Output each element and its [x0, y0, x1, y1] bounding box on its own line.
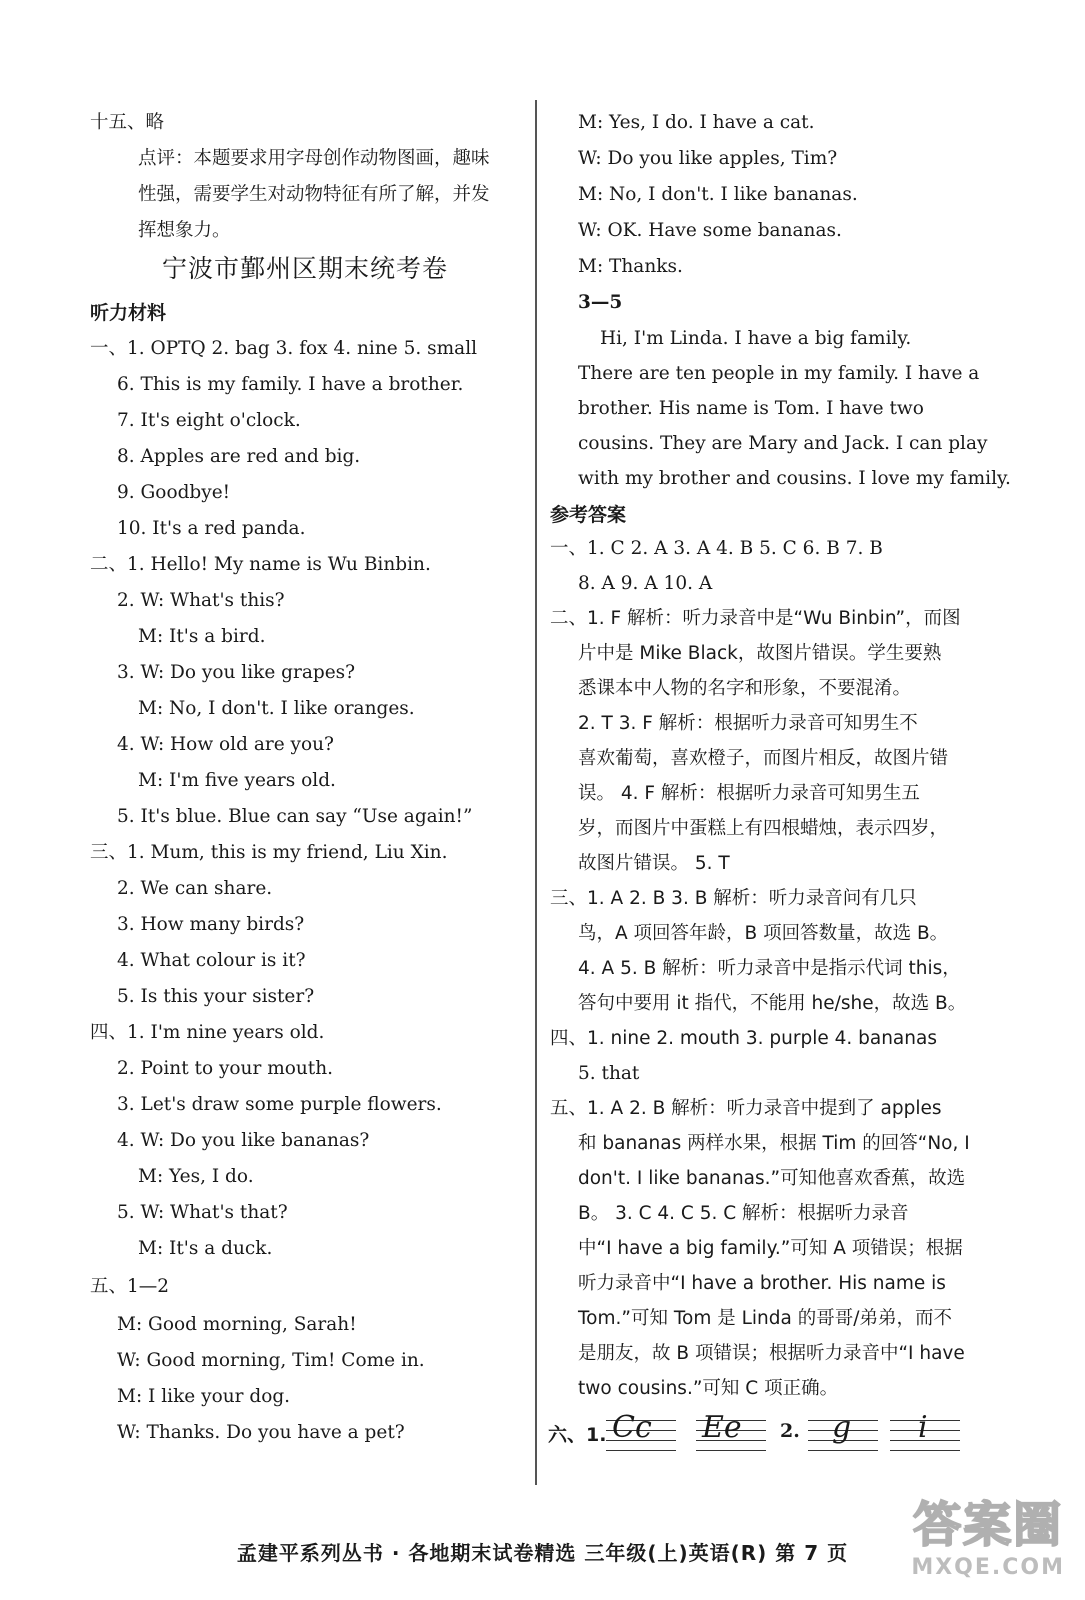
answer-line: 故图片错误。 5. T [578, 853, 730, 874]
dialog-line: W: Do you like apples, Tim? [578, 148, 838, 169]
listening-title: 听力材料 [90, 302, 167, 324]
listening-line: 三、1. Mum, this is my friend, Liu Xin. [90, 842, 448, 863]
watermark-url: MXQE.COM [911, 1555, 1065, 1580]
listening-line: 2. W: What's this? [117, 590, 285, 611]
listening-line: M: It's a duck. [138, 1238, 273, 1259]
listening-line: 2. Point to your mouth. [117, 1058, 334, 1079]
handwritten-letters: Ee [702, 1410, 742, 1445]
answer-line: 岁，而图片中蛋糕上有四根蜡烛，表示四岁， [578, 818, 949, 839]
listening-line: 10. It's a red panda. [117, 518, 306, 539]
dialog-line: M: No, I don't. I like bananas. [578, 184, 858, 205]
listening-line: 8. Apples are red and big. [117, 446, 361, 467]
answer-line: 一、1. C 2. A 3. A 4. B 5. C 6. B 7. B [550, 538, 883, 559]
listening-line: M: It's a bird. [138, 626, 266, 647]
listening-line: M: Yes, I do. [138, 1166, 254, 1187]
listening-line: 2. We can share. [117, 878, 273, 899]
listening-line: 9. Goodbye! [117, 482, 231, 503]
answer-line: 2. T 3. F 解析：根据听力录音可知男生不 [578, 713, 918, 734]
answer-line: 4. A 5. B 解析：听力录音中是指示代词 this， [578, 958, 961, 979]
item-15: 十五、略 [90, 112, 165, 133]
answer-line: 五、1. A 2. B 解析：听力录音中提到了 apples [550, 1098, 942, 1119]
comment-line-3: 挥想象力。 [138, 220, 231, 241]
listening-line: M: I like your dog. [117, 1386, 291, 1407]
listening-line: W: Thanks. Do you have a pet? [117, 1422, 405, 1443]
watermark-logo [911, 1486, 1065, 1580]
listening-line: 二、1. Hello! My name is Wu Binbin. [90, 554, 431, 575]
listening-line: M: Good morning, Sarah! [117, 1314, 357, 1335]
writing-box [606, 1412, 676, 1452]
handwritten-letters: g [832, 1410, 852, 1445]
writing-box [890, 1412, 960, 1452]
comment-line-2: 性强，需要学生对动物特征有所了解，并发 [138, 184, 490, 205]
answer-line: 鸟，A 项回答年龄，B 项回答数量，故选 B。 [578, 923, 949, 944]
answer-line: 悉课本中人物的名字和形象，不要混淆。 [578, 678, 912, 699]
answer-line: two cousins.”可知 C 项正确。 [578, 1378, 839, 1399]
answer-line: Tom.”可知 Tom 是 Linda 的哥哥/弟弟，而不 [578, 1308, 952, 1329]
comment-line-1: 点评：本题要求用字母创作动物图画，趣味 [138, 148, 490, 169]
answer-line: 听力录音中“I have a brother. His name is [578, 1273, 946, 1294]
listening-line: 一、1. OPTQ 2. bag 3. fox 4. nine 5. small [90, 338, 478, 359]
writing-box [808, 1412, 878, 1452]
listening-line: 6. This is my family. I have a brother. [117, 374, 464, 395]
passage-line: brother. His name is Tom. I have two [578, 398, 924, 419]
listening-line: 7. It's eight o'clock. [117, 410, 301, 431]
answer-line: don't. I like bananas.”可知他喜欢香蕉，故选 [578, 1168, 966, 1189]
passage-line: cousins. They are Mary and Jack. I can play [578, 433, 988, 454]
exam-title: 宁波市鄞州区期末统考卷 [162, 254, 449, 283]
section6-label-2: 2. [780, 1420, 800, 1442]
listening-line: 4. W: Do you like bananas? [117, 1130, 370, 1151]
handwritten-letters: i [918, 1410, 928, 1445]
section-3-5: 3—5 [578, 292, 623, 313]
listening-line: 3. Let's draw some purple flowers. [117, 1094, 442, 1115]
listening-line: 四、1. I'm nine years old. [90, 1022, 325, 1043]
answer-line: 二、1. F 解析：听力录音中是“Wu Binbin”，而图 [550, 608, 961, 629]
listening-line: W: Good morning, Tim! Come in. [117, 1350, 425, 1371]
answers-title: 参考答案 [550, 504, 627, 526]
answer-line: 和 bananas 两样水果，根据 Tim 的回答“No, I [578, 1133, 970, 1154]
watermark-text: 答案圈 [913, 1497, 1064, 1553]
listening-line: 3. W: Do you like grapes? [117, 662, 356, 683]
column-divider [535, 100, 537, 1485]
answer-line: B。 3. C 4. C 5. C 解析：根据听力录音 [578, 1203, 909, 1224]
listening-line: 5. Is this your sister? [117, 986, 315, 1007]
answer-line: 喜欢葡萄，喜欢橙子，而图片相反，故图片错 [578, 748, 949, 769]
listening-line: 五、1—2 [90, 1276, 170, 1297]
listening-line: M: I'm five years old. [138, 770, 336, 791]
answer-line: 四、1. nine 2. mouth 3. purple 4. bananas [550, 1028, 937, 1049]
page-footer: 孟建平系列丛书 · 各地期末试卷精选 三年级(上)英语(R) 第 7 页 [236, 1541, 849, 1565]
dialog-line: W: OK. Have some bananas. [578, 220, 842, 241]
answer-line: 是朋友，故 B 项错误；根据听力录音中“I have [578, 1343, 965, 1364]
answer-line: 答句中要用 it 指代，不能用 he/she，故选 B。 [578, 993, 967, 1014]
listening-line: 3. How many birds? [117, 914, 305, 935]
answer-line: 8. A 9. A 10. A [578, 573, 713, 594]
handwriting-section [548, 1412, 988, 1460]
passage-line: Hi, I'm Linda. I have a big family. [600, 328, 912, 349]
dialog-line: M: Yes, I do. I have a cat. [578, 112, 815, 133]
answer-line: 三、1. A 2. B 3. B 解析：听力录音问有几只 [550, 888, 917, 909]
handwritten-letters: Cc [612, 1410, 652, 1445]
listening-line: M: No, I don't. I like oranges. [138, 698, 415, 719]
section6-label-1: 六、1. [548, 1424, 607, 1446]
passage-line: There are ten people in my family. I have a [578, 363, 980, 384]
listening-line: 4. W: How old are you? [117, 734, 334, 755]
listening-line: 5. W: What's that? [117, 1202, 288, 1223]
listening-line: 5. It's blue. Blue can say “Use again!” [117, 806, 473, 827]
answer-line: 中“I have a big family.”可知 A 项错误；根据 [578, 1238, 963, 1259]
answer-line: 误。 4. F 解析：根据听力录音可知男生五 [578, 783, 920, 804]
passage-line: with my brother and cousins. I love my family. [578, 468, 1011, 489]
answer-line: 5. that [578, 1063, 640, 1084]
writing-box [696, 1412, 766, 1452]
listening-line: 4. What colour is it? [117, 950, 306, 971]
dialog-line: M: Thanks. [578, 256, 683, 277]
answer-line: 片中是 Mike Black，故图片错误。学生要熟 [578, 643, 942, 664]
